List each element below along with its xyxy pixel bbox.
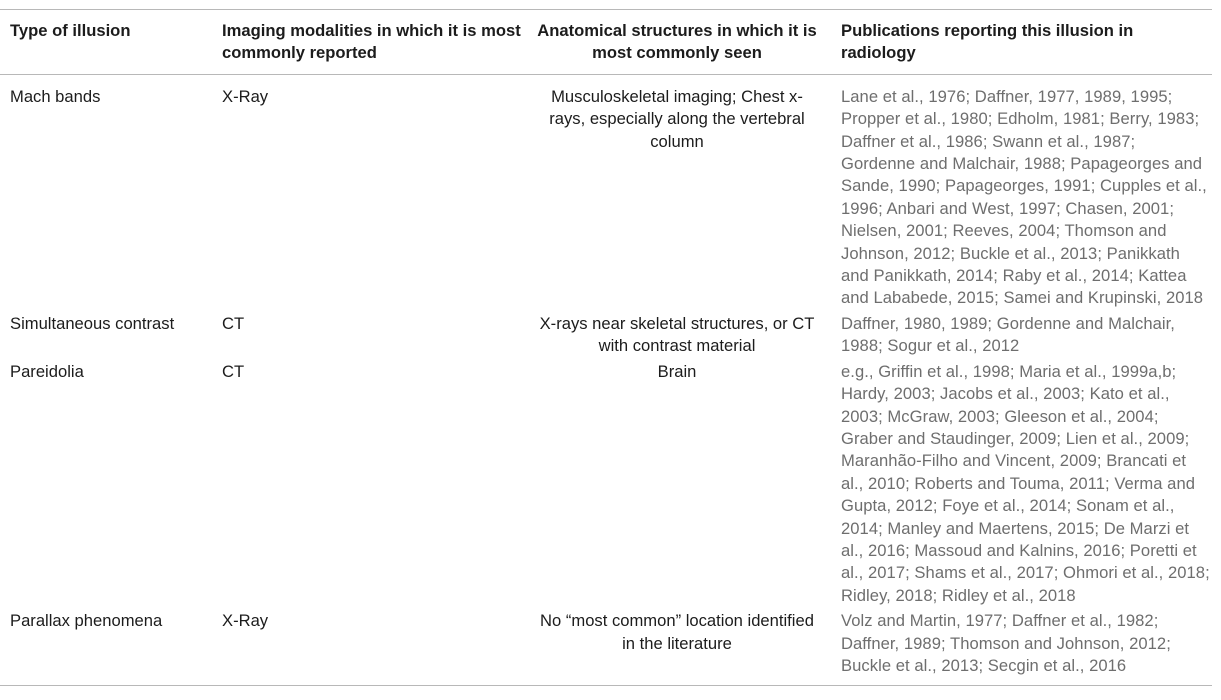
cell-anatomy: X-rays near skeletal structures, or CT with contrast material <box>539 313 815 356</box>
cell-publications: e.g., Griffin et al., 1998; Maria et al., 1999a,b; Hardy, 2003; Jacobs et al., 2003; Kato et al., 2003; McGraw, 2003; Gleeson et al., 2004; Graber and Staudinger, 2009; Lien et al., 2009; Maranhão-Filho and Vincent, 2009; Brancati et al., 2010; Roberts and Touma, 2011; Verma and Gupta, 2012; Foye et al., 2014; Sonam et al., 2014; Manley and Maertens, 2015; De Marzi et al., 2016; Massoud and Kalnins, 2016; Poretti et al., 2017; Shams et al., 2017; Ohmori et al., 2018; Ridley, 2018; Ridley et al., 2018 <box>841 361 1210 605</box>
illusions-table <box>0 9 1212 686</box>
table-row <box>0 313 1212 361</box>
table-row <box>0 361 1212 610</box>
table-row <box>0 610 1212 686</box>
cell-illusion-type: Pareidolia <box>10 361 84 381</box>
cell-anatomy: Brain <box>657 361 697 381</box>
cell-illusion-type: Parallax phenomena <box>0 610 212 686</box>
cell-modality: CT <box>222 313 245 333</box>
cell-modality: X-Ray <box>212 610 533 686</box>
cell-anatomy: Musculoskeletal imaging; Chest x-rays, especially along the vertebral column <box>549 86 805 151</box>
header-imaging-modalities: Imaging modalities in which it is most commonly reported <box>212 10 533 75</box>
header-publications: Publications reporting this illusion in radiology <box>831 10 1212 75</box>
cell-modality: CT <box>222 361 245 381</box>
cell-anatomy: No “most common” location identified in the literature <box>533 610 831 686</box>
header-row <box>0 10 1212 75</box>
cell-publications: Volz and Martin, 1977; Daffner et al., 1982; Daffner, 1989; Thomson and Johnson, 2012; Buckle et al., 2013; Secgin et al., 2016 <box>831 610 1212 686</box>
table-row <box>0 74 1212 313</box>
header-type-of-illusion: Type of illusion <box>0 10 212 75</box>
header-anatomical-structures: Anatomical structures in which it is most commonly seen <box>533 10 831 75</box>
cell-publications: Daffner, 1980, 1989; Gordenne and Malchair, 1988; Sogur et al., 2012 <box>841 313 1175 356</box>
cell-publications: Lane et al., 1976; Daffner, 1977, 1989, 1995; Propper et al., 1980; Edholm, 1981; Berry, 1983; Daffner et al., 1986; Swann et al., 1987; Gordenne and Malchair, 1988; Papageorges and Sande, 1990; Papageorges, 1991; Cupples et al., 1996; Anbari and West, 1997; Chasen, 2001; Nielsen, 2001; Reeves, 2004; Thomson and Johnson, 2012; Buckle et al., 2013; Panikkath and Panikkath, 2014; Raby et al., 2014; Kattea and Lababede, 2015; Samei and Krupinski, 2018 <box>841 86 1207 308</box>
cell-illusion-type: Simultaneous contrast <box>10 313 175 333</box>
cell-modality: X-Ray <box>222 86 269 106</box>
table-header <box>0 10 1212 75</box>
cell-illusion-type: Mach bands <box>10 86 101 106</box>
table-body <box>0 74 1212 686</box>
